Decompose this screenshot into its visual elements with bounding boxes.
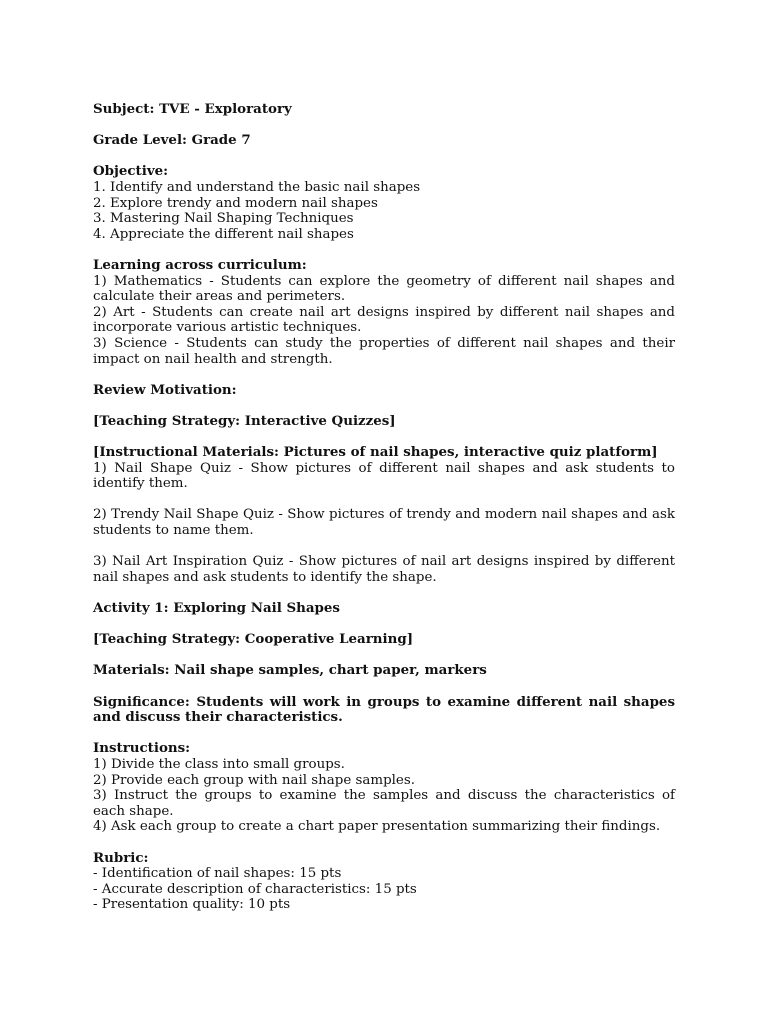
instructions-heading: Instructions: xyxy=(93,740,191,757)
learning-across-heading: Learning across curriculum: xyxy=(93,256,307,273)
objective-section xyxy=(93,164,675,242)
curriculum-item-mathematics: 1) Mathematics - Students can explore the geometry of different nail shapes and calculate their areas and perimeters. xyxy=(93,273,675,305)
activity1-significance: Significance: Students will work in groups to examine different nail shapes and discuss their characteristics. xyxy=(93,693,675,726)
activity1-materials: Materials: Nail shape samples, chart paper, markers xyxy=(93,662,487,679)
review-materials-section xyxy=(93,445,675,492)
instruction-item: 1) Divide the class into small groups. xyxy=(93,756,345,772)
instructions-section xyxy=(93,741,675,835)
objective-item: 3. Mastering Nail Shaping Techniques xyxy=(93,211,354,227)
grade-level-line: Grade Level: Grade 7 xyxy=(93,132,251,149)
objective-item: 1. Identify and understand the basic nail shapes xyxy=(93,179,421,195)
objective-item: 2. Explore trendy and modern nail shapes xyxy=(93,195,378,211)
quiz-item-nail-art: 3) Nail Art Inspiration Quiz - Show pictures of nail art designs inspired by different nail shapes and ask students to identify the shape. xyxy=(93,554,675,585)
activity1-teaching-strategy: [Teaching Strategy: Cooperative Learning] xyxy=(93,631,414,648)
rubric-item: - Presentation quality: 10 pts xyxy=(93,897,291,913)
learning-across-section xyxy=(93,258,675,367)
review-teaching-strategy: [Teaching Strategy: Interactive Quizzes] xyxy=(93,412,396,429)
instruction-item: 3) Instruct the groups to examine the samples and discuss the characteristics of each shape. xyxy=(93,788,675,819)
instruction-item: 4) Ask each group to create a chart paper presentation summarizing their findings. xyxy=(93,819,661,835)
rubric-section xyxy=(93,851,675,913)
document-page xyxy=(93,102,675,928)
rubric-item: - Identification of nail shapes: 15 pts xyxy=(93,866,342,882)
curriculum-item-art: 2) Art - Students can create nail art designs inspired by different nail shapes and incorporate various artistic techniques. xyxy=(93,304,675,336)
instruction-item: 2) Provide each group with nail shape samples. xyxy=(93,772,415,788)
curriculum-item-science: 3) Science - Students can study the properties of different nail shapes and their impact on nail health and strength. xyxy=(93,335,675,367)
objective-heading: Objective: xyxy=(93,163,169,180)
quiz-item-trendy: 2) Trendy Nail Shape Quiz - Show pictures of trendy and modern nail shapes and ask students to name them. xyxy=(93,507,675,539)
objective-item: 4. Appreciate the different nail shapes xyxy=(93,226,354,242)
rubric-heading: Rubric: xyxy=(93,849,149,866)
review-instructional-materials: [Instructional Materials: Pictures of nail shapes, interactive quiz platform] xyxy=(93,444,658,461)
subject-line: Subject: TVE - Exploratory xyxy=(93,101,292,117)
review-motivation-heading: Review Motivation: xyxy=(93,381,237,398)
quiz-item-nail-shape: 1) Nail Shape Quiz - Show pictures of different nail shapes and ask students to identify them. xyxy=(93,460,675,492)
activity1-heading: Activity 1: Exploring Nail Shapes xyxy=(93,600,340,616)
rubric-item: - Accurate description of characteristics: 15 pts xyxy=(93,881,417,897)
